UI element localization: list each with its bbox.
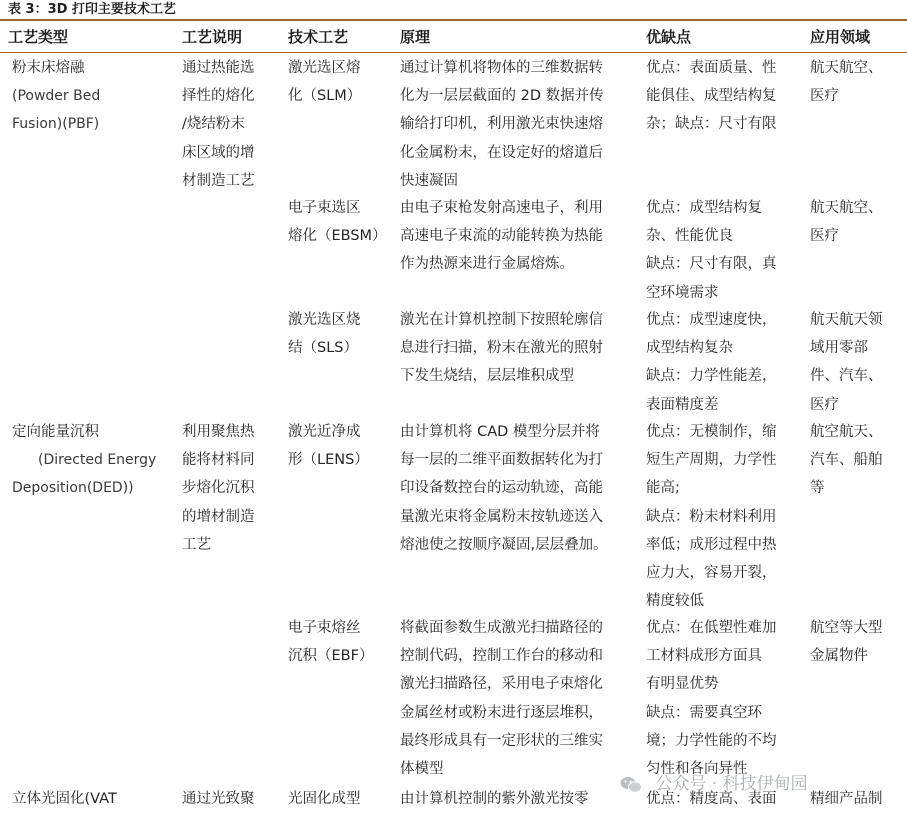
ded-desc-cell (182, 418, 255, 559)
ebf-pros-line: 工材料成形方面具 (646, 648, 762, 665)
ebf-pros-line: 缺点：需要真空环 (646, 704, 762, 721)
slm-principle-line: 化为一层层截面的 2D 数据并传 (400, 88, 604, 105)
ebf-principle-cell (400, 614, 603, 783)
lens-pros-line: 精度较低 (646, 593, 704, 610)
lens-principle-line: 量激光束将金属粉末按轨迹送入 (400, 508, 603, 525)
lens-principle-cell (400, 418, 608, 559)
ebsm-tech-cell (288, 194, 387, 250)
lens-pros-line: 能高; (646, 480, 680, 497)
ebf-tech-cell (288, 614, 373, 670)
ebf-principle-line: 最终形成具有一定形状的三维实 (400, 732, 603, 749)
lens-pros-cell (646, 418, 777, 615)
ebf-field-cell (810, 614, 883, 670)
lens-pros-line: 优点：无模制作，缩 (646, 424, 777, 440)
sls-principle-line: 激光在计算机控制下按照轮廓信 (400, 312, 603, 328)
lens-pros-line: 率低；成形过程中热 (646, 536, 777, 553)
ebf-pros-line: 匀性和各向异性 (646, 761, 748, 778)
ded-desc-line: 能将材料同 (182, 452, 255, 469)
sls-field-cell (810, 306, 883, 419)
sls-field-line: 航天航天领 (810, 312, 883, 328)
pbf-desc-line: /烧结粉末 (182, 116, 245, 133)
ebf-field-line: 金属物件 (810, 648, 868, 665)
lens-field-line: 航空航天、 (810, 424, 883, 440)
ebsm-tech-line: 熔化（EBSM） (288, 228, 387, 245)
sls-pros-line: 成型结构复杂 (646, 340, 733, 357)
ebf-tech-line: 沉积（EBF） (288, 648, 374, 665)
ebf-pros-line: 优点：在低塑性难加 (646, 620, 777, 636)
sls-tech-line: 激光选区烧 (288, 312, 361, 328)
slm-tech-cell (288, 54, 361, 110)
ded-desc-line: 工艺 (182, 536, 211, 553)
wechat-watermark (620, 770, 808, 798)
ded-type-en-2: Deposition(DED)) (12, 480, 134, 497)
pbf-type-en-2: Fusion)(PBF) (12, 116, 100, 133)
slm-principle-line: 通过计算机将物体的三维数据转 (400, 60, 603, 76)
ebsm-tech-line: 电子束选区 (288, 200, 361, 216)
lens-field-cell (810, 418, 883, 503)
vat-tech-cell (288, 785, 361, 813)
vat-desc-line: 通过光致聚 (182, 791, 255, 807)
ded-desc-line: 的增材制造 (182, 508, 255, 525)
sls-pros-cell (646, 306, 777, 419)
lens-pros-line: 短生产周期，力学性 (646, 452, 777, 469)
sls-pros-line: 表面精度差 (646, 396, 719, 413)
ded-desc-line: 步熔化沉积 (182, 480, 255, 497)
pbf-type-en-1: (Powder Bed (12, 88, 101, 105)
vat-principle-cell (400, 785, 589, 813)
pbf-type-cn: 粉末床熔融 (12, 60, 85, 76)
wechat-icon (620, 775, 642, 793)
vat-type-line: 立体光固化(VAT (12, 791, 117, 807)
ebsm-pros-line: 优点：成型结构复 (646, 200, 762, 216)
header-bottom-rule (0, 52, 907, 53)
ebsm-field-line: 航天航空、 (810, 200, 883, 216)
lens-field-line: 汽车、船舶 (810, 452, 883, 469)
slm-principle-line: 化金属粉末，在设定好的熔道后 (400, 144, 603, 161)
sls-pros-line: 缺点：力学性能差， (646, 368, 777, 385)
ebsm-pros-line: 杂、性能优良 (646, 228, 733, 245)
header-process-desc: 工艺说明 (182, 28, 243, 46)
slm-principle-cell (400, 54, 604, 195)
ded-type-cell (12, 418, 156, 503)
sls-field-line: 医疗 (810, 396, 839, 413)
lens-field-line: 等 (810, 480, 825, 497)
ded-type-cn: 定向能量沉积 (12, 424, 99, 440)
sls-principle-line: 息进行扫描，粉末在激光的照射 (400, 340, 603, 357)
vat-principle-line: 由计算机控制的紫外激光按零 (400, 791, 589, 807)
sls-field-line: 件、汽车、 (810, 368, 883, 385)
slm-tech-line: 化（SLM） (288, 88, 362, 105)
ebf-pros-line: 有明显优势 (646, 676, 719, 693)
vat-type-cell (12, 785, 117, 813)
vat-tech-line: 光固化成型 (288, 791, 361, 807)
slm-pros-line: 杂；缺点：尺寸有限 (646, 116, 777, 133)
ebsm-field-line: 医疗 (810, 228, 839, 245)
ebf-principle-line: 激光扫描路径，采用电子束熔化 (400, 676, 603, 693)
header-application: 应用领域 (810, 28, 871, 46)
slm-field-line: 航天航空、 (810, 60, 883, 76)
ded-type-en-1: (Directed Energy (38, 452, 157, 469)
sls-pros-line: 优点：成型速度快， (646, 312, 777, 328)
ebf-pros-cell (646, 614, 777, 783)
ebsm-principle-line: 由电子束枪发射高速电子，利用 (400, 200, 603, 216)
ebf-principle-line: 金属丝材或粉末进行逐层堆积， (400, 704, 603, 721)
slm-pros-line: 优点：表面质量、性 (646, 60, 777, 76)
vat-desc-cell (182, 785, 255, 813)
ebsm-pros-line: 空环境需求 (646, 284, 719, 301)
sls-tech-cell (288, 306, 361, 362)
pbf-desc-line: 通过热能选 (182, 60, 255, 76)
ebsm-principle-cell (400, 194, 603, 279)
lens-tech-line: 形（LENS） (288, 452, 369, 469)
lens-pros-line: 缺点：粉末材料利用 (646, 508, 777, 525)
sls-field-line: 域用零部 (810, 340, 868, 357)
slm-tech-line: 激光选区熔 (288, 60, 361, 76)
ebf-tech-line: 电子束熔丝 (288, 620, 361, 636)
pbf-desc-cell (182, 54, 255, 195)
pbf-type-cell (12, 54, 100, 139)
lens-pros-line: 应力大，容易开裂， (646, 565, 777, 582)
pbf-desc-line: 择性的熔化 (182, 88, 255, 105)
ebf-pros-line: 境；力学性能的不均 (646, 732, 777, 749)
lens-tech-line: 激光近净成 (288, 424, 361, 440)
table-caption: 表 3：3D 打印主要技术工艺 (8, 2, 176, 17)
vat-field-line: 精细产品制 (810, 791, 883, 807)
ded-desc-line: 利用聚焦热 (182, 424, 255, 440)
lens-principle-line: 印设备数控台的运动轨迹，高能 (400, 480, 603, 497)
header-top-rule (0, 19, 907, 21)
slm-pros-line: 能俱佳、成型结构复 (646, 88, 777, 105)
lens-principle-line: 每一层的二维平面数据转化为打 (400, 452, 603, 469)
slm-principle-line: 输给打印机，利用激光束快速熔 (400, 116, 603, 133)
ebf-field-line: 航空等大型 (810, 620, 883, 636)
slm-field-line: 医疗 (810, 88, 839, 105)
lens-tech-cell (288, 418, 369, 474)
pbf-desc-line: 材制造工艺 (182, 172, 255, 189)
slm-principle-line: 快速凝固 (400, 172, 458, 189)
sls-principle-line: 下发生烧结，层层堆积成型 (400, 368, 574, 385)
pbf-desc-line: 床区域的增 (182, 144, 255, 161)
slm-field-cell (810, 54, 883, 110)
header-principle: 原理 (400, 28, 431, 46)
header-pros-cons: 优缺点 (646, 28, 692, 46)
header-technology: 技术工艺 (288, 28, 349, 46)
ebsm-field-cell (810, 194, 883, 250)
lens-principle-line: 熔池使之按顺序凝固,层层叠加。 (400, 536, 608, 553)
header-process-type: 工艺类型 (8, 28, 69, 46)
ebsm-pros-cell (646, 194, 777, 307)
slm-pros-cell (646, 54, 777, 139)
ebsm-principle-line: 高速电子束流的动能转换为热能 (400, 228, 603, 245)
ebf-principle-line: 将截面参数生成激光扫描路径的 (400, 620, 603, 636)
vat-pros-line: 优点：精度高、表面 (646, 791, 777, 807)
vat-field-cell (810, 785, 883, 813)
sls-tech-line: 结（SLS） (288, 340, 358, 357)
ebsm-pros-line: 缺点：尺寸有限，真 (646, 256, 777, 273)
ebsm-principle-line: 作为热源来进行金属熔炼。 (400, 256, 574, 273)
sls-principle-cell (400, 306, 603, 391)
ebf-principle-line: 控制代码，控制工作台的移动和 (400, 648, 603, 665)
ebf-principle-line: 体模型 (400, 761, 444, 778)
lens-principle-line: 由计算机将 CAD 模型分层并将 (400, 424, 600, 440)
watermark-text: 公众号 · 科技伊甸园 (655, 774, 808, 794)
